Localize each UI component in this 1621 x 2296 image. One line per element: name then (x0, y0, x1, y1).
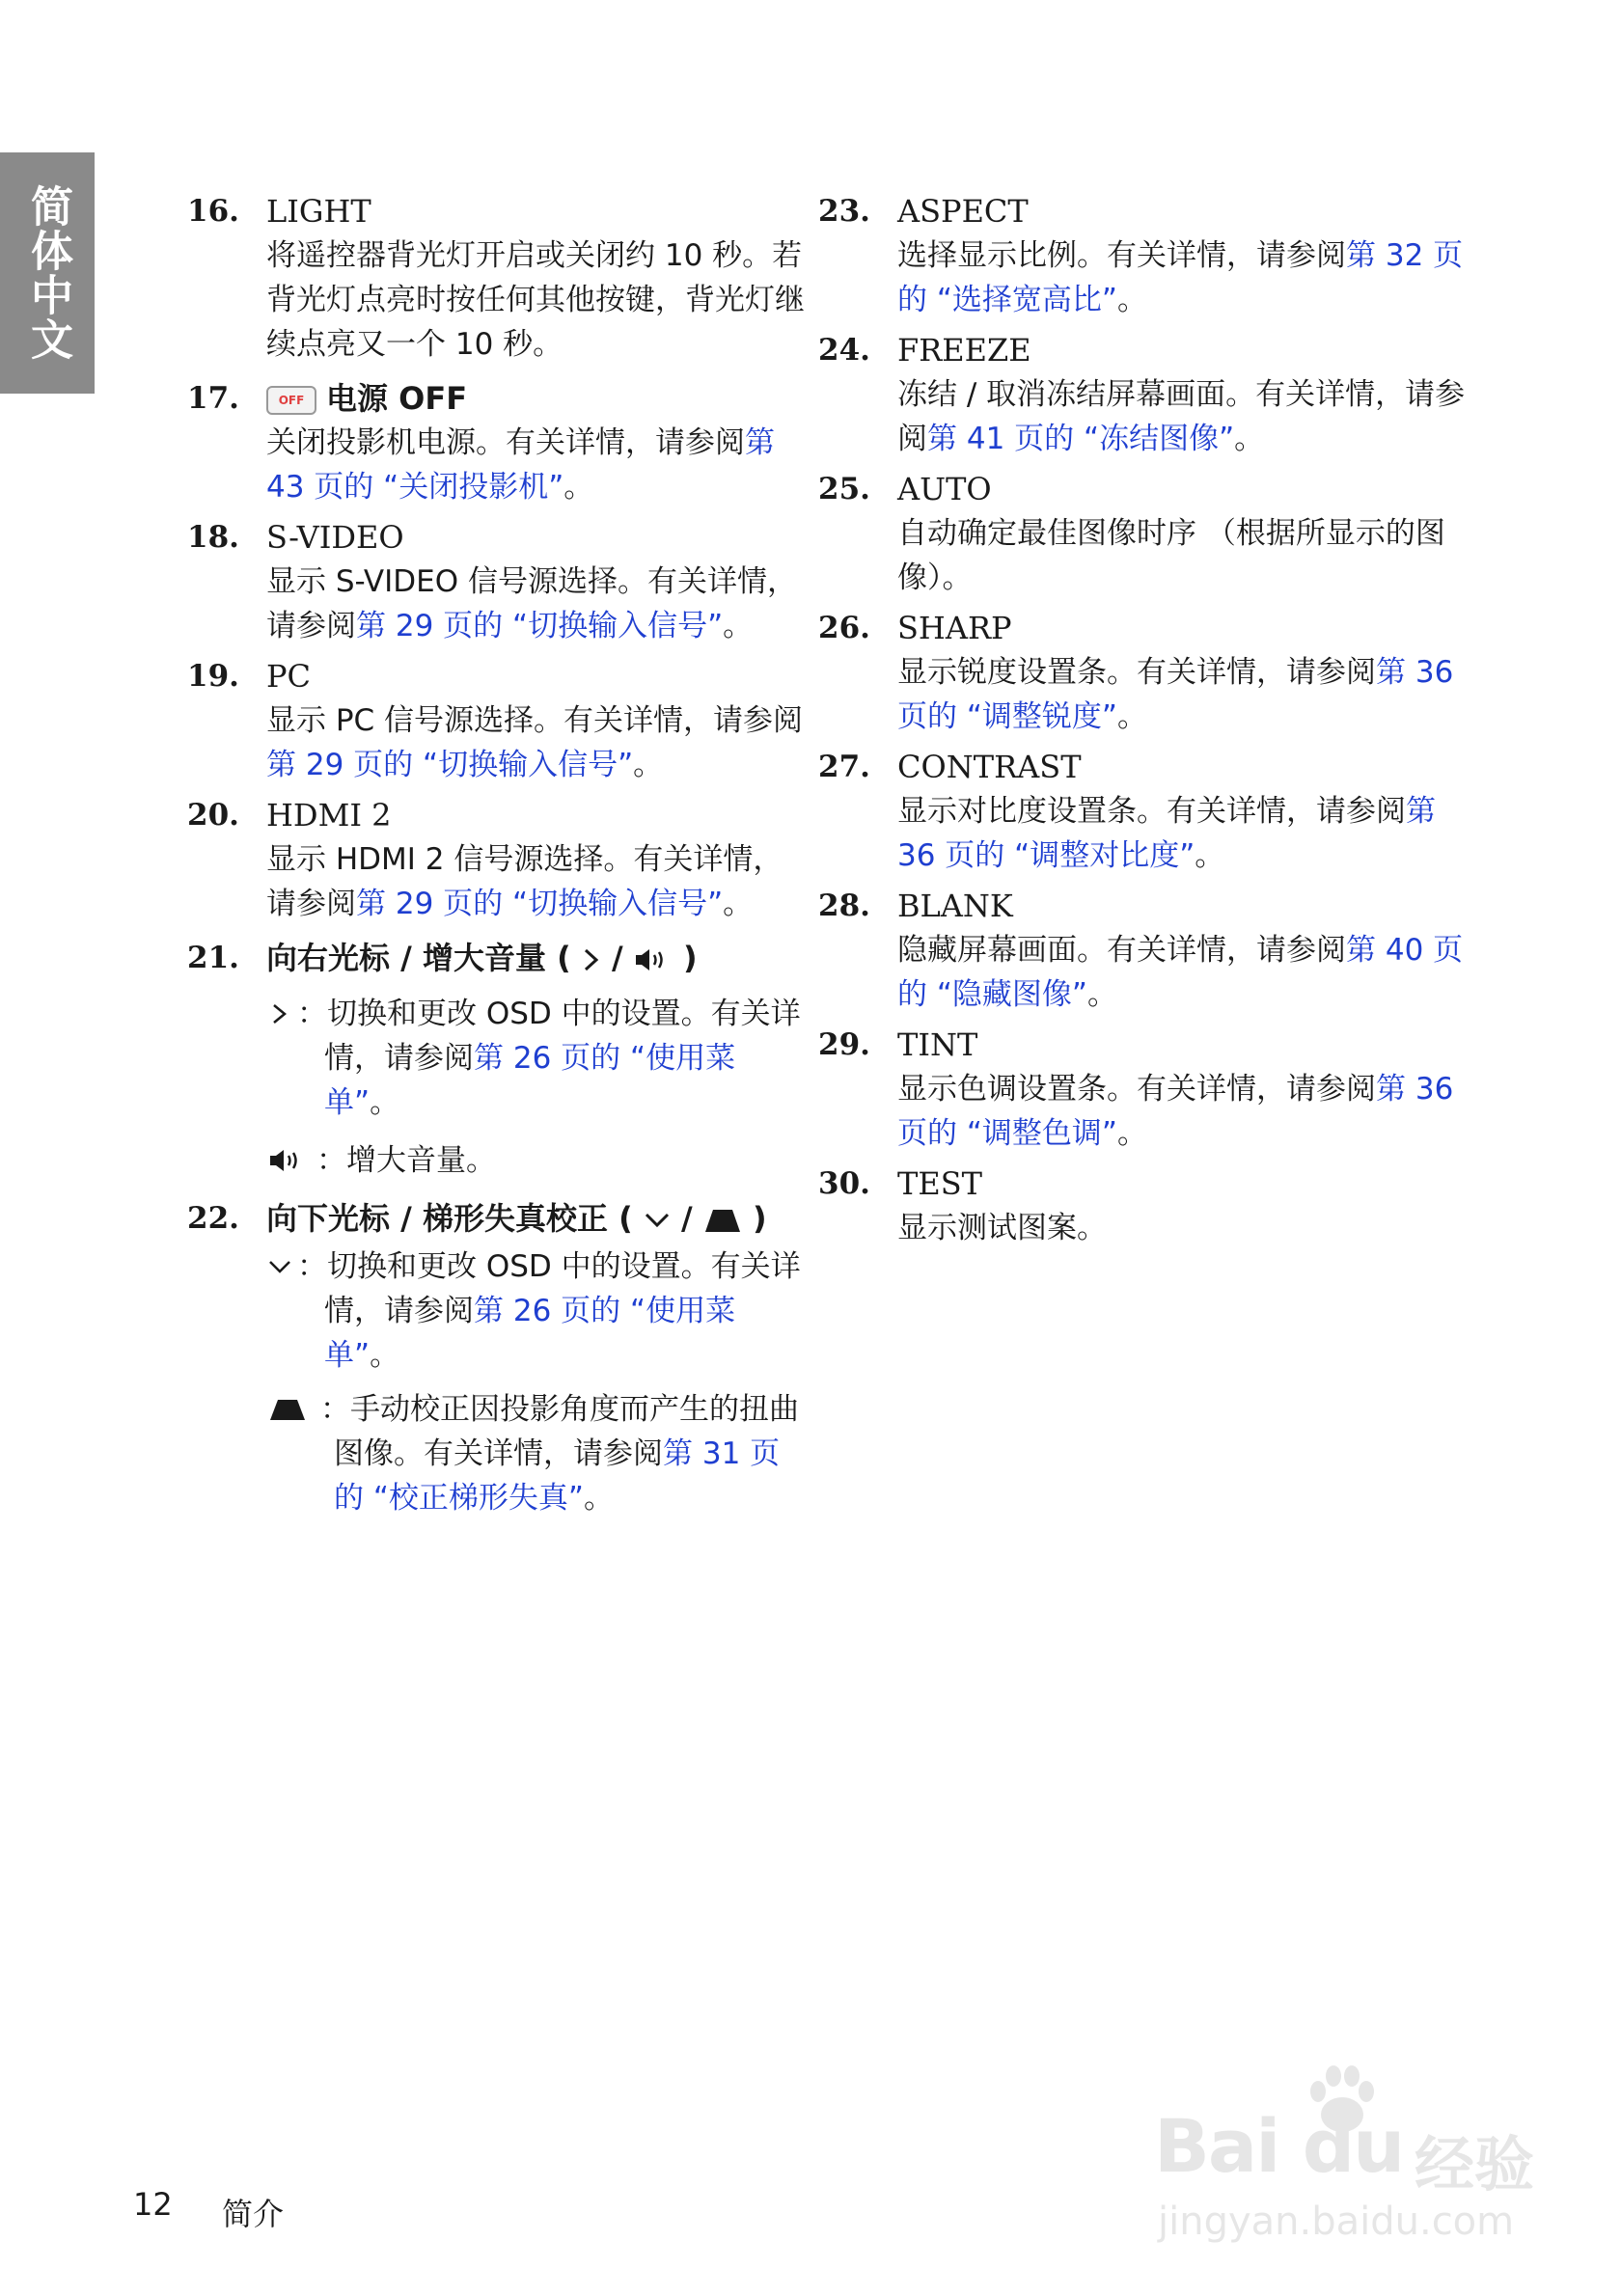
item-number: 22. (187, 1201, 239, 1236)
item-number: 23. (818, 194, 870, 229)
page-link[interactable]: 第 36 页的 “调整对比度” (897, 794, 1436, 873)
item-description (897, 372, 1474, 461)
desc-tail: 。 (583, 1481, 614, 1516)
item-title: SHARP (897, 610, 1012, 646)
right-arrow-icon (266, 992, 289, 1036)
desc-tail: 。 (723, 887, 754, 921)
section-title: 简介 (222, 2196, 285, 2232)
item-title: FREEZE (897, 332, 1031, 369)
item-22-down-keystone (187, 1196, 805, 1520)
item-description (897, 233, 1474, 322)
item-number: 30. (818, 1166, 870, 1201)
title-part: / (681, 1200, 693, 1237)
desc-text: ：切换和更改 OSD 中的设置。有关详情，请参阅 (297, 1249, 801, 1328)
item-description: 显示测试图案。 (897, 1211, 1107, 1245)
page-link[interactable]: 第 29 页的 “切换输入信号” (266, 748, 634, 782)
page-link[interactable]: 第 40 页的 “隐藏图像” (897, 933, 1464, 1012)
desc-tail: 。 (370, 1085, 400, 1120)
desc-text: 显示 HDMI 2 信号源选择。有关详情，请参阅 (266, 842, 783, 921)
item-27-contrast (818, 745, 1474, 878)
item-title (266, 376, 805, 421)
page-link[interactable]: 第 32 页的 “选择宽高比” (897, 238, 1464, 317)
right-arrow-icon (582, 946, 601, 973)
volume-up-icon (266, 1138, 309, 1183)
off-button-icon: OFF (266, 386, 316, 415)
desc-tail: 。 (1116, 283, 1147, 317)
item-title: AUTO (897, 471, 992, 507)
page-link[interactable]: 第 29 页的 “切换输入信号” (356, 609, 724, 643)
desc-text: 显示 PC 信号源选择。有关详情，请参阅 (266, 703, 804, 738)
item-21-right-volume-up (187, 936, 805, 1183)
sub-item-right-arrow (266, 992, 805, 1125)
item-description (897, 1067, 1474, 1156)
item-number: 17. (187, 381, 239, 416)
item-title: TINT (897, 1026, 978, 1063)
keystone-icon (703, 1207, 742, 1234)
keystone-icon (266, 1387, 309, 1432)
item-number: 20. (187, 798, 239, 833)
page-link[interactable]: 第 36 页的 “调整锐度” (897, 655, 1454, 734)
item-title (266, 1196, 805, 1241)
sub-item-keystone (266, 1387, 805, 1520)
item-number: 16. (187, 194, 239, 229)
item-title (266, 936, 805, 980)
item-number: 26. (818, 611, 870, 645)
watermark-url: jingyan.baidu.com (1158, 2200, 1515, 2244)
watermark-brand: Bai du (1154, 2103, 1404, 2189)
down-arrow-icon (644, 1207, 671, 1234)
item-description: 自动确定最佳图像时序 （根据所显示的图像）。 (897, 516, 1445, 595)
title-part: 向右光标 / 增大音量 ( (266, 940, 571, 976)
item-24-freeze (818, 328, 1474, 461)
volume-up-icon (634, 946, 673, 973)
page-link[interactable]: 第 41 页的 “冻结图像” (927, 422, 1235, 456)
item-description (897, 928, 1474, 1017)
item-title-text: 电源 OFF (326, 380, 468, 417)
sub-item-volume-up (266, 1138, 805, 1183)
page-link[interactable]: 第 26 页的 “使用菜单” (324, 1041, 736, 1120)
item-26-sharp (818, 606, 1474, 739)
item-number: 21. (187, 941, 239, 975)
item-19-pc (187, 654, 805, 787)
item-number: 25. (818, 472, 870, 506)
title-part: ) (753, 1200, 767, 1237)
desc-text: 冻结 / 取消冻结屏幕画面。有关详情，请参阅 (897, 377, 1466, 456)
desc-text: 关闭投影机电源。有关详情，请参阅 (266, 425, 745, 460)
item-title: TEST (897, 1165, 982, 1202)
desc-tail: 。 (723, 609, 754, 643)
title-part: / (612, 940, 623, 976)
item-description (266, 837, 805, 926)
desc-text: ：增大音量。 (316, 1143, 496, 1178)
item-number: 27. (818, 750, 870, 784)
item-number: 29. (818, 1027, 870, 1062)
item-title: BLANK (897, 888, 1013, 924)
desc-tail: 。 (563, 470, 594, 505)
right-column (818, 189, 1474, 1256)
page-link[interactable]: 第 43 页的 “关闭投影机” (266, 425, 775, 505)
desc-tail: 。 (1116, 699, 1147, 734)
item-title: HDMI 2 (266, 797, 392, 834)
desc-text: 显示锐度设置条。有关详情，请参阅 (897, 655, 1376, 690)
item-description (897, 789, 1474, 878)
page-link[interactable]: 第 36 页的 “调整色调” (897, 1072, 1454, 1151)
title-part: ) (683, 940, 698, 976)
item-title: S-VIDEO (266, 519, 404, 556)
item-description (266, 560, 805, 648)
desc-text: 隐藏屏幕画面。有关详情，请参阅 (897, 933, 1346, 968)
desc-text: ：切换和更改 OSD 中的设置。有关详情，请参阅 (297, 997, 801, 1076)
left-column (187, 189, 805, 1526)
item-title: PC (266, 658, 312, 695)
item-16-light (187, 189, 805, 367)
desc-tail: 。 (1234, 422, 1265, 456)
item-18-s-video (187, 515, 805, 648)
title-part: 向下光标 / 梯形失真校正 ( (266, 1200, 633, 1237)
item-description: 将遥控器背光灯开启或关闭约 10 秒。若背光灯点亮时按任何其他按键，背光灯继续点亮又一个 10 秒。 (266, 238, 805, 362)
item-title: CONTRAST (897, 749, 1082, 785)
item-23-aspect (818, 189, 1474, 322)
item-20-hdmi2 (187, 793, 805, 926)
desc-tail: 。 (1086, 977, 1117, 1012)
watermark-cn: 经验 (1415, 2129, 1535, 2200)
item-17-power-off (187, 376, 805, 509)
item-number: 28. (818, 888, 870, 923)
item-title: ASPECT (897, 193, 1029, 230)
item-title: LIGHT (266, 193, 371, 230)
sub-item-down-arrow (266, 1244, 805, 1378)
baidu-jingyan-watermark (1154, 2064, 1540, 2257)
desc-text: 显示对比度设置条。有关详情，请参阅 (897, 794, 1406, 829)
page-link[interactable]: 第 29 页的 “切换输入信号” (356, 887, 724, 921)
item-25-auto (818, 467, 1474, 600)
desc-tail: 。 (1195, 838, 1225, 873)
desc-text: 选择显示比例。有关详情，请参阅 (897, 238, 1346, 273)
item-description (266, 421, 805, 509)
page-number: 12 (133, 2186, 173, 2223)
page-link[interactable]: 第 31 页的 “校正梯形失真” (334, 1436, 781, 1516)
desc-tail: 。 (633, 748, 664, 782)
desc-tail: 。 (1116, 1116, 1147, 1151)
item-description (897, 650, 1474, 739)
item-description (266, 698, 805, 787)
item-29-tint (818, 1023, 1474, 1156)
item-30-test (818, 1162, 1474, 1250)
item-number: 19. (187, 659, 239, 694)
language-side-tab: 简体中文 (0, 152, 95, 394)
desc-text: 显示色调设置条。有关详情，请参阅 (897, 1072, 1376, 1107)
page-link[interactable]: 第 26 页的 “使用菜单” (324, 1294, 736, 1373)
desc-text: 显示 S-VIDEO 信号源选择。有关详情，请参阅 (266, 564, 797, 643)
item-number: 24. (818, 333, 870, 368)
desc-tail: 。 (370, 1338, 400, 1373)
down-arrow-icon (266, 1244, 295, 1289)
desc-text: ：手动校正因投影角度而产生的扭曲图像。有关详情，请参阅 (320, 1392, 799, 1471)
item-28-blank (818, 884, 1474, 1017)
item-number: 18. (187, 520, 239, 555)
